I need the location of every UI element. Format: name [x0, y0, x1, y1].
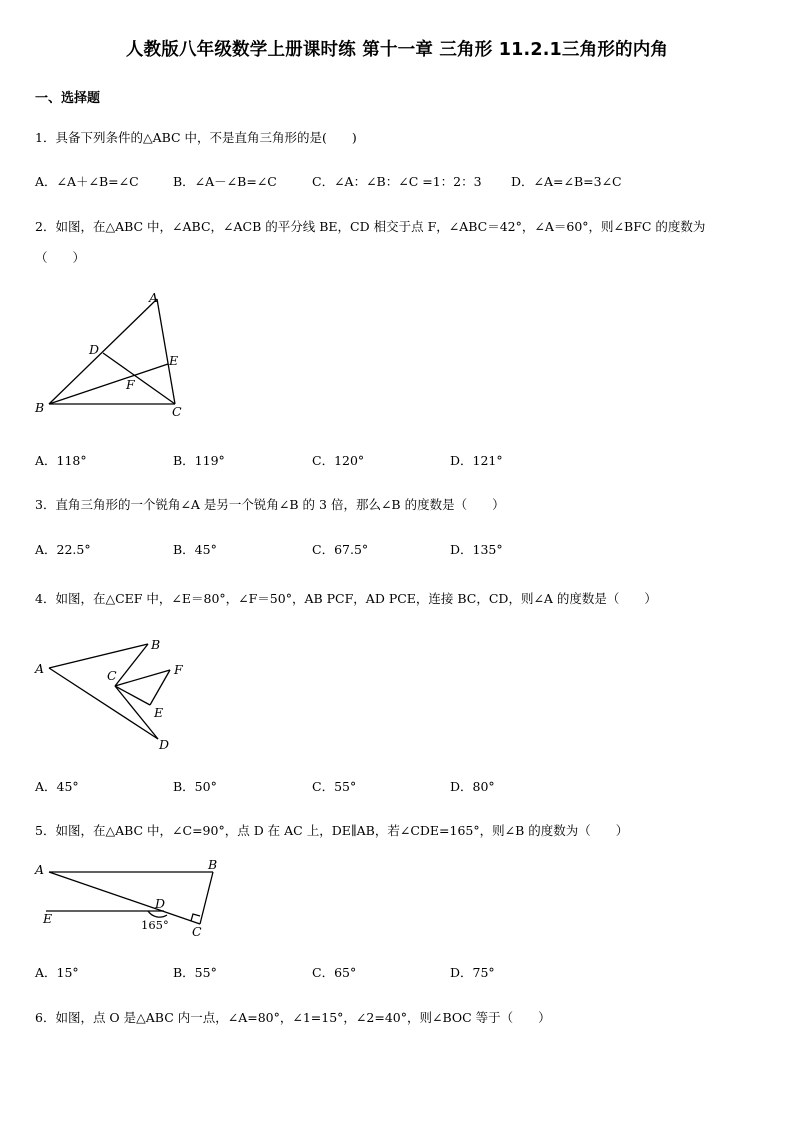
option-d: D．135° — [450, 542, 503, 557]
question-6-stem: 6．如图，点 O 是△ABC 内一点，∠A=80°，∠1=15°，∠2=40°，则∠BOC 等于（ ） — [35, 1010, 551, 1025]
question-3-stem: 3．直角三角形的一个锐角∠A 是另一个锐角∠B 的 3 倍，那么∠B 的度数是（ ） — [35, 497, 505, 512]
option-c: C．65° — [312, 965, 357, 980]
question-5-options — [35, 963, 775, 979]
option-d: D．121° — [450, 453, 503, 468]
angle-label: 165° — [141, 918, 169, 932]
option-a: A．15° — [35, 965, 79, 980]
option-c: C．67.5° — [312, 542, 369, 557]
question-2-figure — [30, 286, 210, 426]
option-b: B．119° — [173, 453, 225, 468]
label-a: A — [35, 862, 45, 877]
question-2-stem: 2．如图，在△ABC 中，∠ABC，∠ACB 的平分线 BE，CD 相交于点 F，∠ABC＝42°，∠A＝60°，则∠BFC 的度数为 — [35, 219, 706, 234]
question-3-options — [35, 540, 775, 556]
label-e: E — [169, 353, 179, 368]
label-b: B — [208, 857, 218, 872]
label-c: C — [172, 404, 182, 419]
side-ac — [157, 299, 175, 404]
side-ab — [49, 299, 157, 404]
label-f: F — [126, 377, 135, 392]
question-4-figure — [30, 632, 200, 757]
section-heading: 一、选择题 — [35, 91, 101, 106]
bisector-be — [49, 364, 168, 404]
option-a: A．118° — [35, 453, 87, 468]
label-b: B — [35, 400, 45, 415]
question-1-options — [35, 172, 775, 188]
option-b: B．∠A－∠B=∠C — [173, 174, 277, 189]
option-b: B．55° — [173, 965, 217, 980]
label-a: A — [35, 661, 45, 676]
label-c: C — [192, 924, 202, 939]
label-e: E — [43, 911, 53, 926]
option-d: D．75° — [450, 965, 495, 980]
option-a: A．∠A＋∠B=∠C — [35, 174, 139, 189]
bisector-cd — [103, 353, 175, 404]
label-d: D — [155, 896, 166, 911]
label-c: C — [107, 668, 117, 683]
label-f: F — [174, 662, 183, 677]
option-c: C．120° — [312, 453, 365, 468]
option-a: A．45° — [35, 779, 79, 794]
question-4-options — [35, 777, 775, 793]
label-d: D — [159, 737, 170, 752]
label-e: E — [154, 705, 164, 720]
question-5-stem: 5．如图，在△ABC 中，∠C=90°，点 D 在 AC 上，DE∥AB，若∠CDE=165°，则∠B 的度数为（ ） — [35, 823, 629, 838]
option-b: B．50° — [173, 779, 217, 794]
page-title: 人教版八年级数学上册课时练 第十一章 三角形 11.2.1三角形的内角 — [125, 40, 669, 60]
question-5-figure — [30, 854, 230, 942]
label-a: A — [149, 290, 159, 305]
option-d: D．80° — [450, 779, 495, 794]
label-d: D — [89, 342, 100, 357]
segment-ab — [49, 644, 148, 668]
option-a: A．22.5° — [35, 542, 91, 557]
option-d: D．∠A=∠B=3∠C — [511, 174, 622, 189]
option-c: C．55° — [312, 779, 357, 794]
right-angle-mark — [191, 914, 200, 921]
question-2-stem-cont: （ ） — [35, 250, 86, 265]
question-4-stem: 4．如图，在△CEF 中，∠E＝80°，∠F＝50°，AB PCF，AD PCE，连接 BC，CD，则∠A 的度数是（ ） — [35, 591, 657, 606]
segment-ce — [115, 686, 150, 705]
option-c: C．∠A：∠B：∠C =1：2：3 — [312, 174, 482, 189]
side-ac — [49, 872, 200, 924]
question-2-options — [35, 451, 775, 467]
segment-cd — [115, 686, 158, 739]
side-bc — [200, 872, 213, 924]
option-b: B．45° — [173, 542, 217, 557]
label-b: B — [151, 637, 161, 652]
question-1-stem: 1．具备下列条件的△ABC 中，不是直角三角形的是( ) — [35, 130, 357, 145]
